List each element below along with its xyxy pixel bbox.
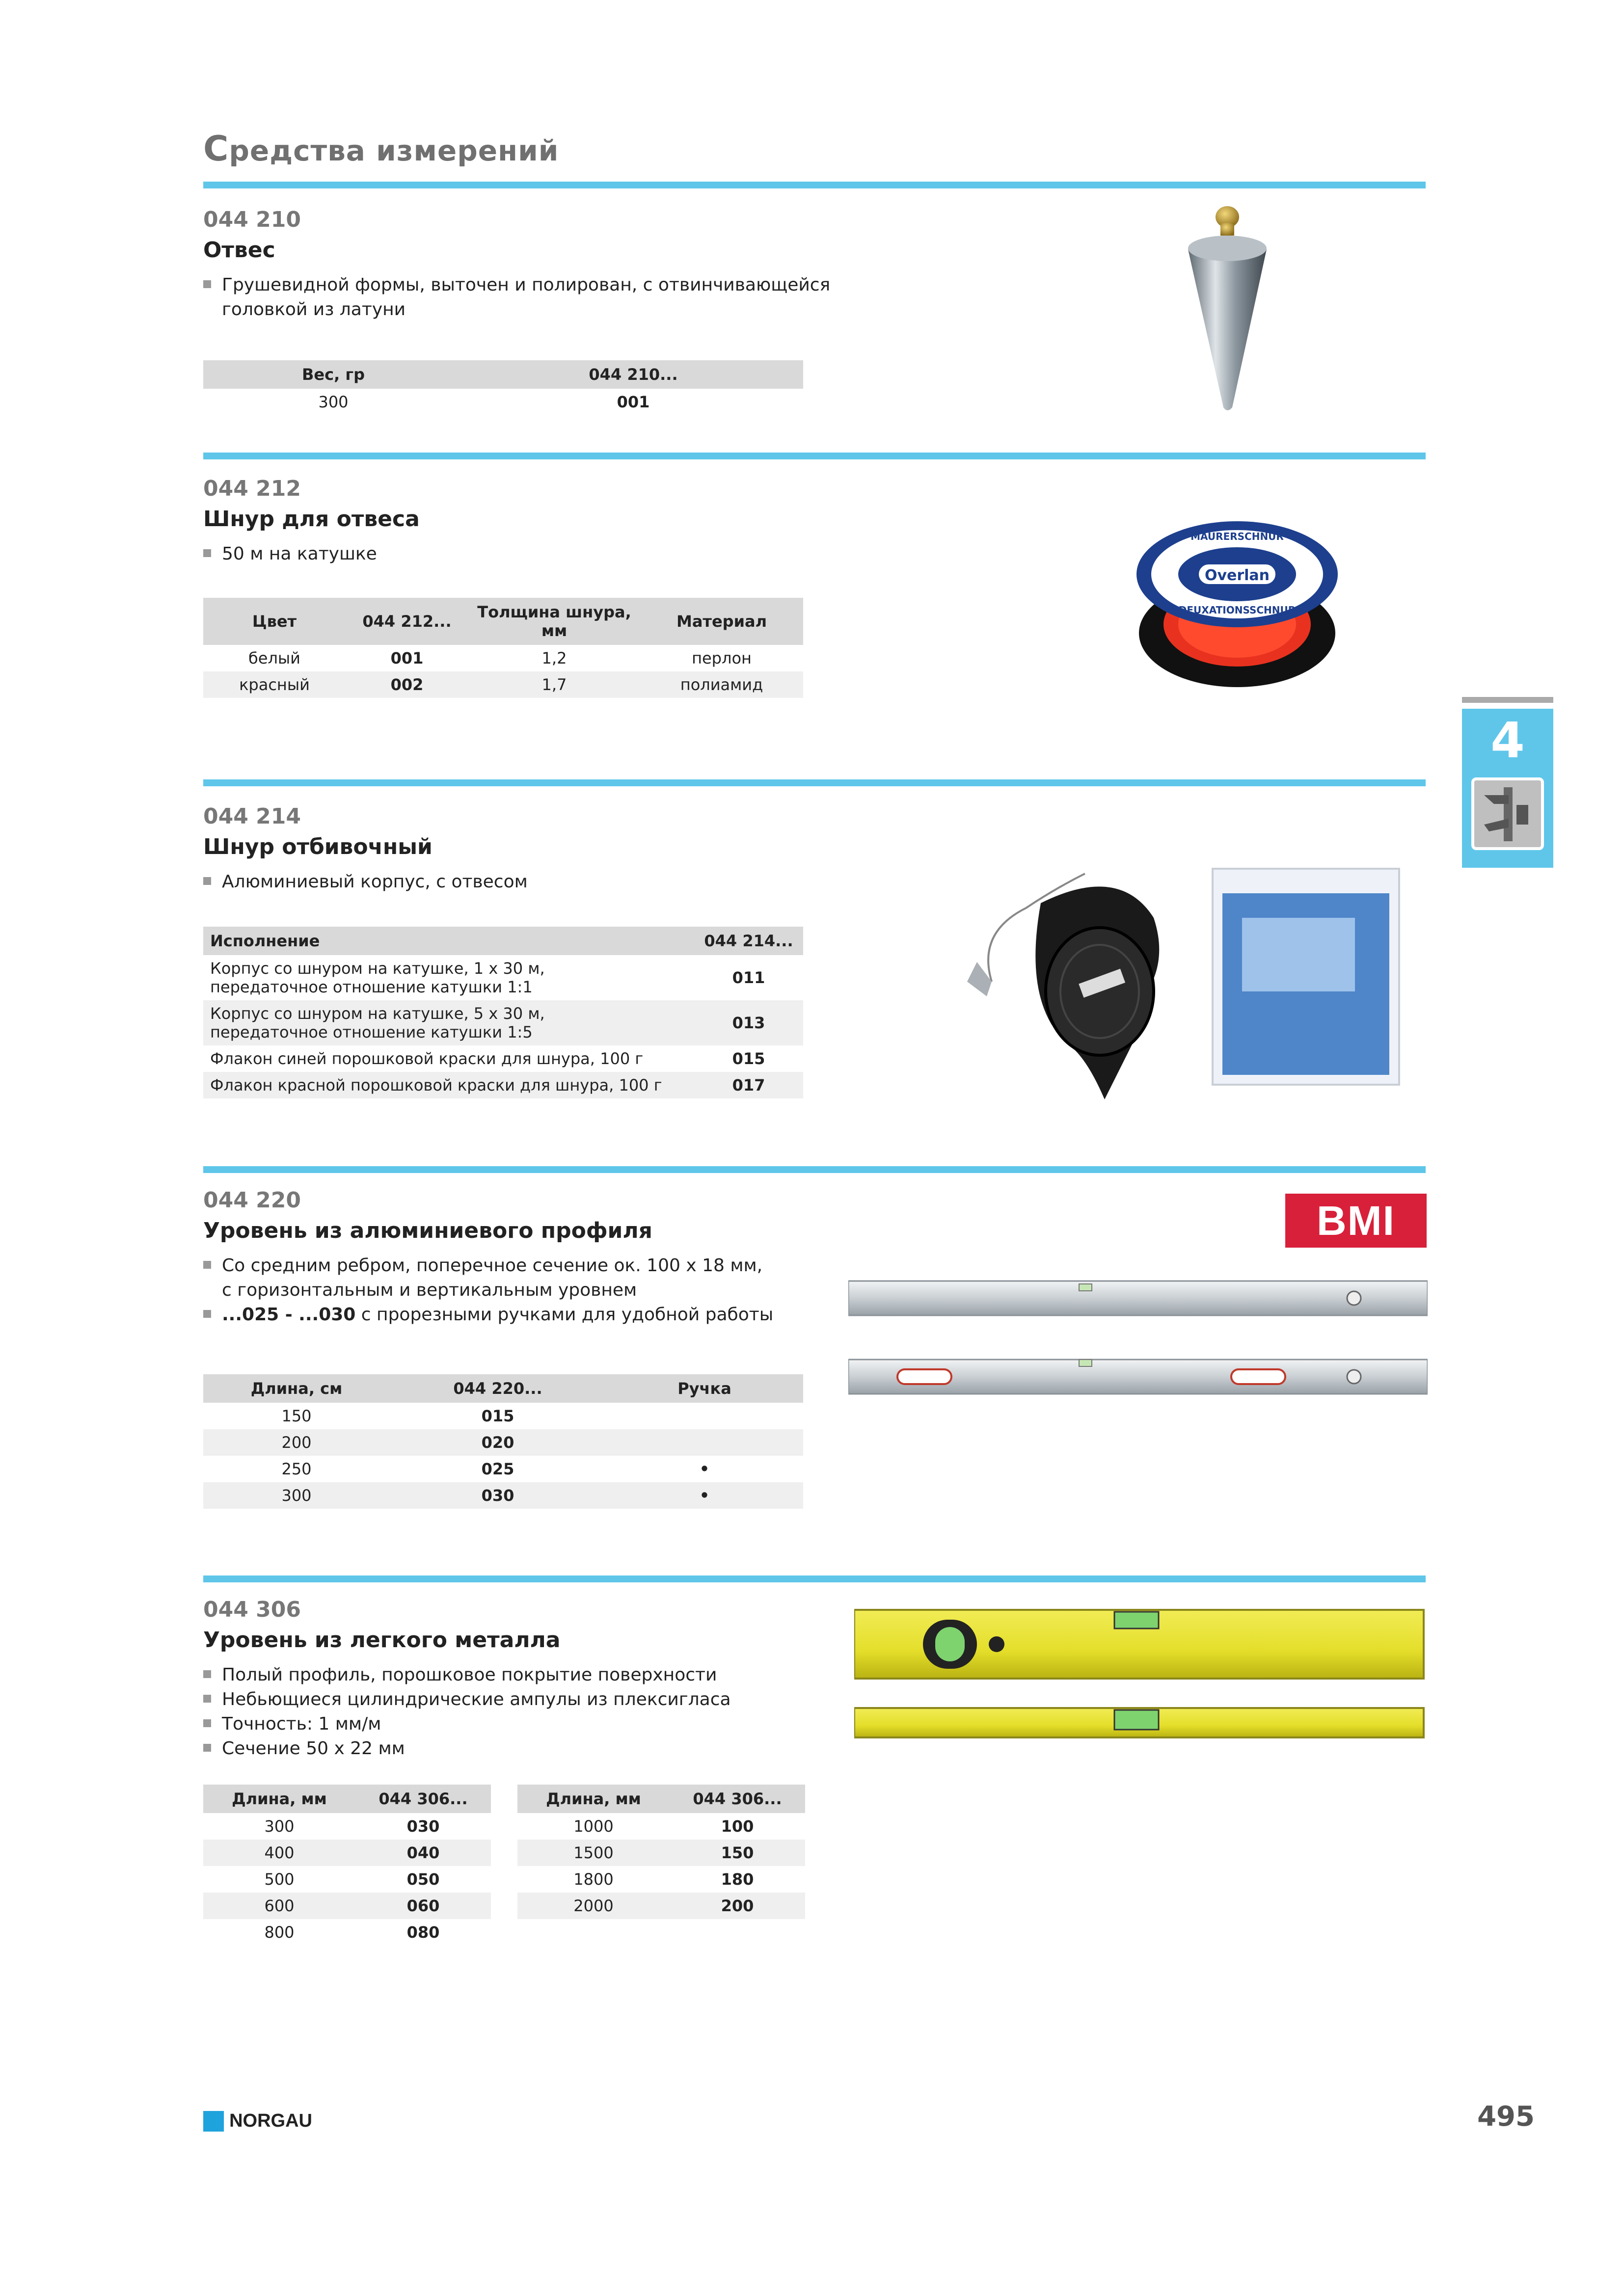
spec-table: Вес, гр 044 210... 300 001 — [203, 360, 803, 415]
product-name: Шнур отбивочный — [203, 834, 433, 859]
page-number: 495 — [1477, 2101, 1535, 2133]
spec-table-left: Длина, мм 044 306... 300 030 400 040 500 050 600 060 800 080 — [203, 1785, 491, 1946]
bmi-logo: BMI — [1285, 1194, 1427, 1248]
spec-table: Исполнение 044 214... Корпус со шнуром на катушке, 1 х 30 м, передаточное отношение катушки 1:1 011 Корпус со шнуром на катушке, 5 х 30 м, передаточное отношение катушки 1:5 013 Флакон синей порошковой краски для шнура, 100 г 015 Флакон красной порошковой краски для шнура, 100 г 017 — [203, 927, 803, 1098]
product-code: 044 214 — [203, 804, 301, 829]
product-description: Грушевидной формы, выточен и полирован, с отвинчивающейся головкой из латуни — [203, 273, 830, 322]
product-code: 044 220 — [203, 1188, 301, 1213]
brand-logo: NORGAU — [203, 2110, 312, 2132]
cord-reel-image — [1129, 510, 1355, 692]
product-name: Уровень из легкого металла — [203, 1628, 561, 1653]
chalk-line-image — [957, 834, 1429, 1119]
side-tab — [1462, 709, 1553, 868]
product-name: Отвес — [203, 238, 275, 263]
section-divider — [203, 779, 1426, 786]
product-name: Уровень из алюминиевого профиля — [203, 1218, 652, 1243]
product-name: Шнур для отвеса — [203, 507, 420, 532]
side-tab-bar — [1462, 697, 1553, 703]
caliper-icon — [1471, 777, 1544, 850]
plumb-bob-image — [1159, 201, 1276, 412]
product-code: 044 212 — [203, 476, 301, 501]
reel-ring-top: MAURERSCHNUR — [1190, 531, 1284, 542]
aluminium-level-image — [848, 1276, 1428, 1404]
section-divider — [203, 182, 1426, 188]
reel-ring-bottom: DEUXATIONSSCHNUR — [1178, 604, 1296, 616]
product-code: 044 306 — [203, 1597, 301, 1622]
section-divider — [203, 1166, 1426, 1173]
spec-table-right: Длина, мм 044 306... 1000 100 1500 150 1800 180 2000 200 — [517, 1785, 805, 1919]
product-code: 044 210 — [203, 207, 301, 232]
section-divider — [203, 453, 1426, 459]
section-number: 4 — [1490, 712, 1525, 769]
product-description: Со средним ребром, поперечное сечение ок. 100 х 18 мм, с горизонтальным и вертикальным уровнем ...025 - ...030 с прорезными ручками для удобной работы — [203, 1254, 773, 1327]
product-description: Алюминиевый корпус, с отвесом — [203, 870, 528, 894]
spec-table: Длина, см 044 220... Ручка 150 015 200 020 250 025 • 300 030 • — [203, 1374, 803, 1509]
reel-label: Overlan — [1204, 567, 1270, 584]
spec-table: Цвет 044 212... Толщина шнура, мм Материал белый 001 1,2 перлон красный 002 1,7 полиамид — [203, 598, 803, 698]
norgau-square-icon — [203, 2111, 224, 2132]
section-divider — [203, 1575, 1426, 1582]
page-title: Средства измерений — [203, 129, 559, 169]
product-description: Полый профиль, порошковое покрытие поверхности Небьющиеся цилиндрические ампулы из плексигласа Точность: 1 мм/м Сечение 50 х 22 мм — [203, 1663, 731, 1761]
product-description: 50 м на катушке — [203, 542, 377, 566]
yellow-level-image — [854, 1605, 1429, 1752]
